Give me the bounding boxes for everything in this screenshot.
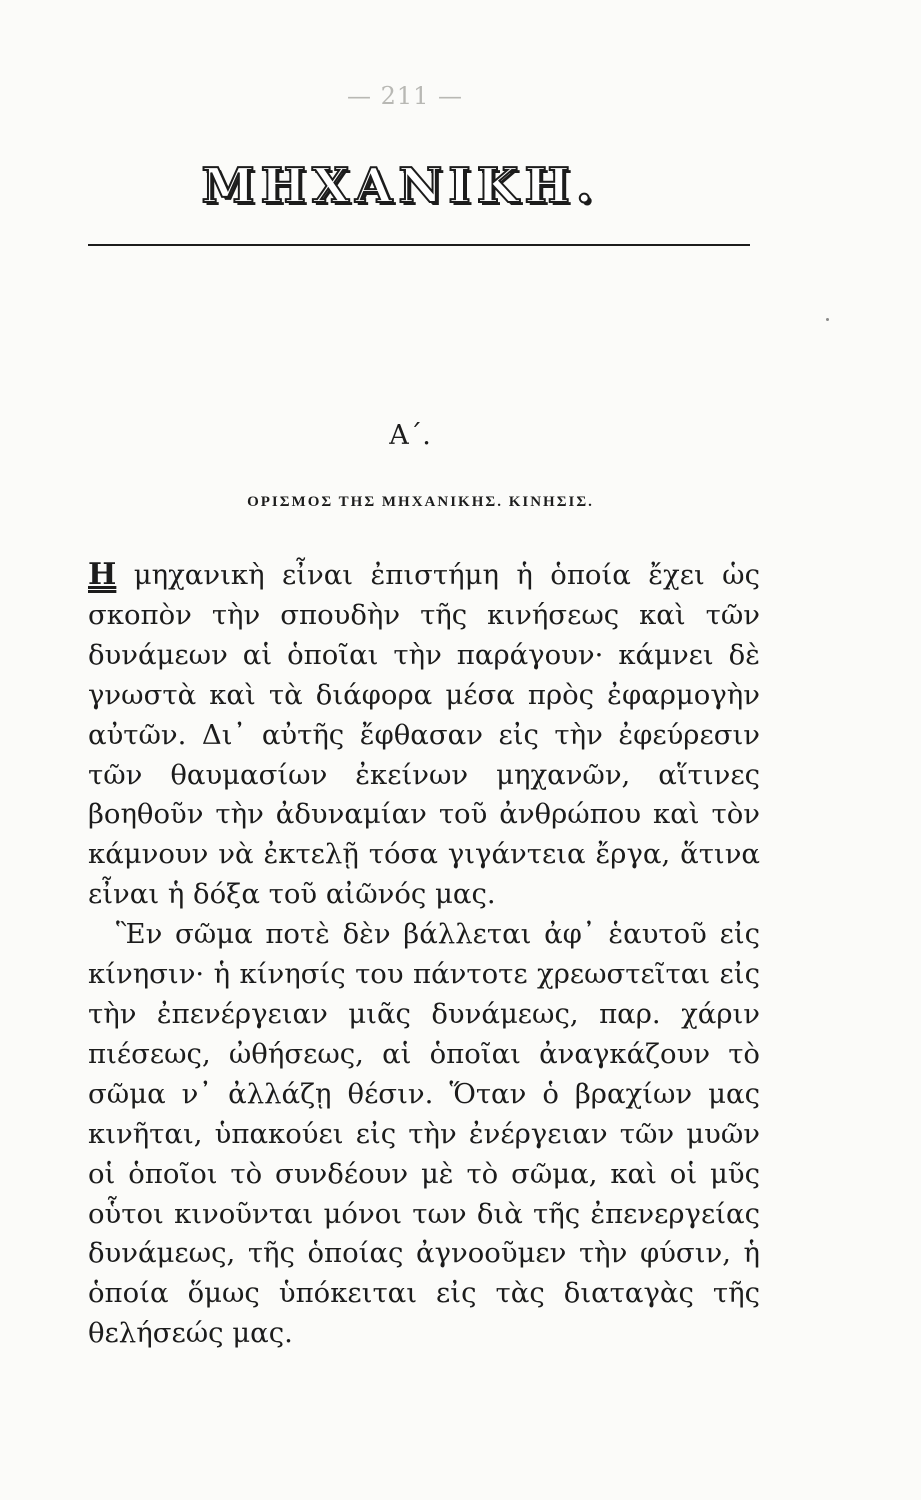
section-heading: ΟΡΙΣΜΟΣ ΤΗΣ ΜΗΧΑΝΙΚΗΣ. ΚΙΝΗΣΙΣ. — [247, 494, 594, 510]
initial-letter: Η — [88, 557, 117, 592]
paragraph-2: Ἓν σῶμα ποτὲ δὲν βάλλεται ἀφ᾽ ἑαυτοῦ εἰς κίνησιν· ἡ κίνησίς του πάντοτε χρεωστεῖται εἰς τὴν ἐπενέργειαν μιᾶς δυνάμεως, παρ. χάριν πιέσεως, ὠθήσεως, αἱ ὁποῖαι ἀναγκάζουν τὸ σῶμα ν᾽ ἀλλάζῃ θέσιν. Ὅταν ὁ βραχίων μας κινῆται, ὑπακούει εἰς τὴν ἐνέργειαν τῶν μυῶν οἱ ὁποῖοι τὸ συνδέουν μὲ τὸ σῶμα, καὶ οἱ μῦς οὗτοι κινοῦνται μόνοι των διὰ τῆς ἐπενεργείας δυνάμεως, τῆς ὁποίας ἀγνοοῦμεν τὴν φύσιν, ἡ ὁποία ὅμως ὑπόκειται εἰς τὰς διαταγὰς τῆς θελήσεώς μας. — [88, 918, 760, 1350]
paragraph-1-text: μηχανικὴ εἶναι ἐπιστήμη ἡ ὁποία ἔχει ὡς σκοπὸν τὴν σπουδὴν τῆς κινήσεως καὶ τῶν δυνάμεων αἱ ὁποῖαι τὴν παράγουν· κάμνει δὲ γνωστὰ καὶ τὰ διάφορα μέσα πρὸς ἐφαρμογὴν αὐτῶν. Δι᾽ αὐτῆς ἔφθασαν εἰς τὴν ἐφεύρεσιν τῶν θαυμασίων ἐκείνων μηχανῶν, αἵτινες βοηθοῦν τὴν ἀδυναμίαν τοῦ ἀνθρώπου καὶ τὸν κάμνουν νὰ ἐκτελῇ τόσα γιγάντεια ἔργα, ἅτινα εἶναι ἡ δόξα τοῦ αἰῶνός μας. — [88, 559, 760, 911]
body-text — [88, 555, 760, 1354]
title-rule — [88, 244, 750, 246]
paragraph-1 — [88, 555, 760, 915]
page-number: — 211 — — [346, 82, 464, 110]
chapter-title: ΜΗΧΑΝΙΚΗ. — [201, 158, 599, 214]
section-number: Α΄. — [389, 420, 431, 451]
margin-speck — [826, 318, 829, 321]
